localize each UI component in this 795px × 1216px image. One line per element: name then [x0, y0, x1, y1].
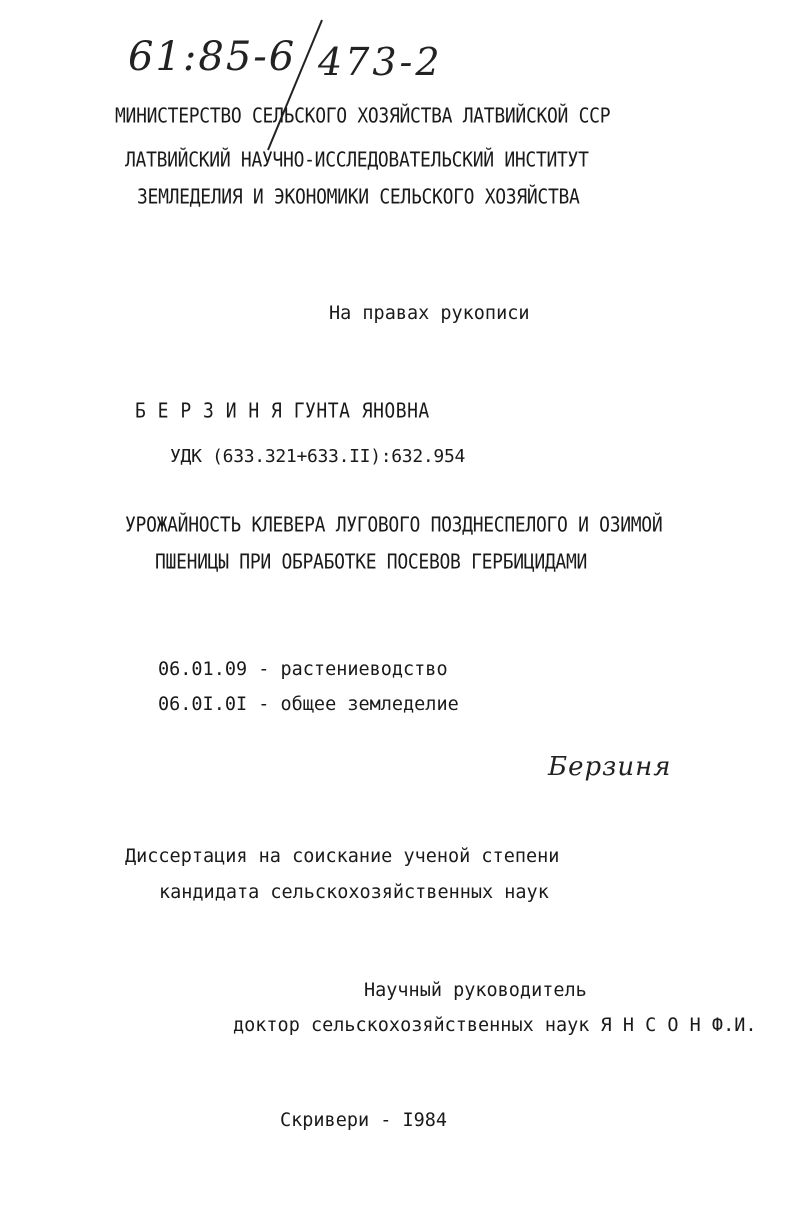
specialty-1: 06.01.09 - растениеводство: [158, 659, 448, 680]
dissertation-line-1: Диссертация на соискание ученой степени: [125, 846, 560, 867]
archive-code-part1: 61:85-6: [128, 34, 297, 80]
supervisor-label: Научный руководитель: [364, 980, 587, 1001]
author-signature: [548, 752, 671, 782]
header-ministry: МИНИСТЕРСТВО СЕЛЬСКОГО ХОЗЯЙСТВА ЛАТВИЙСКОЙ ССР: [115, 104, 611, 129]
header-institute-cont: ЗЕМЛЕДЕЛИЯ И ЭКОНОМИКИ СЕЛЬСКОГО ХОЗЯЙСТВА: [137, 185, 580, 210]
specialty-2: 06.0I.0I - общее земледелие: [158, 694, 459, 715]
author-name: Б Е Р З И Н Я ГУНТА ЯНОВНА: [135, 399, 430, 424]
manuscript-note: На правах рукописи: [329, 303, 530, 324]
title-line-1: УРОЖАЙНОСТЬ КЛЕВЕРА ЛУГОВОГО ПОЗДНЕСПЕЛОГО И ОЗИМОЙ: [125, 513, 663, 538]
title-line-2: ПШЕНИЦЫ ПРИ ОБРАБОТКЕ ПОСЕВОВ ГЕРБИЦИДАМИ: [155, 550, 588, 575]
supervisor-name: доктор сельскохозяйственных наук Я Н С О Н Ф.И.: [233, 1015, 757, 1036]
place-year: Скривери - I984: [280, 1110, 448, 1131]
dissertation-line-2: кандидата сельскохозяйственных наук: [159, 882, 549, 903]
archive-code-part2: 473-2: [318, 40, 443, 84]
header-institute: ЛАТВИЙСКИЙ НАУЧНО-ИССЛЕДОВАТЕЛЬСКИЙ ИНСТИТУТ: [125, 148, 589, 173]
signature-text: Берзиня: [548, 752, 672, 782]
udc-code: УДК (633.321+633.II):632.954: [170, 446, 466, 467]
